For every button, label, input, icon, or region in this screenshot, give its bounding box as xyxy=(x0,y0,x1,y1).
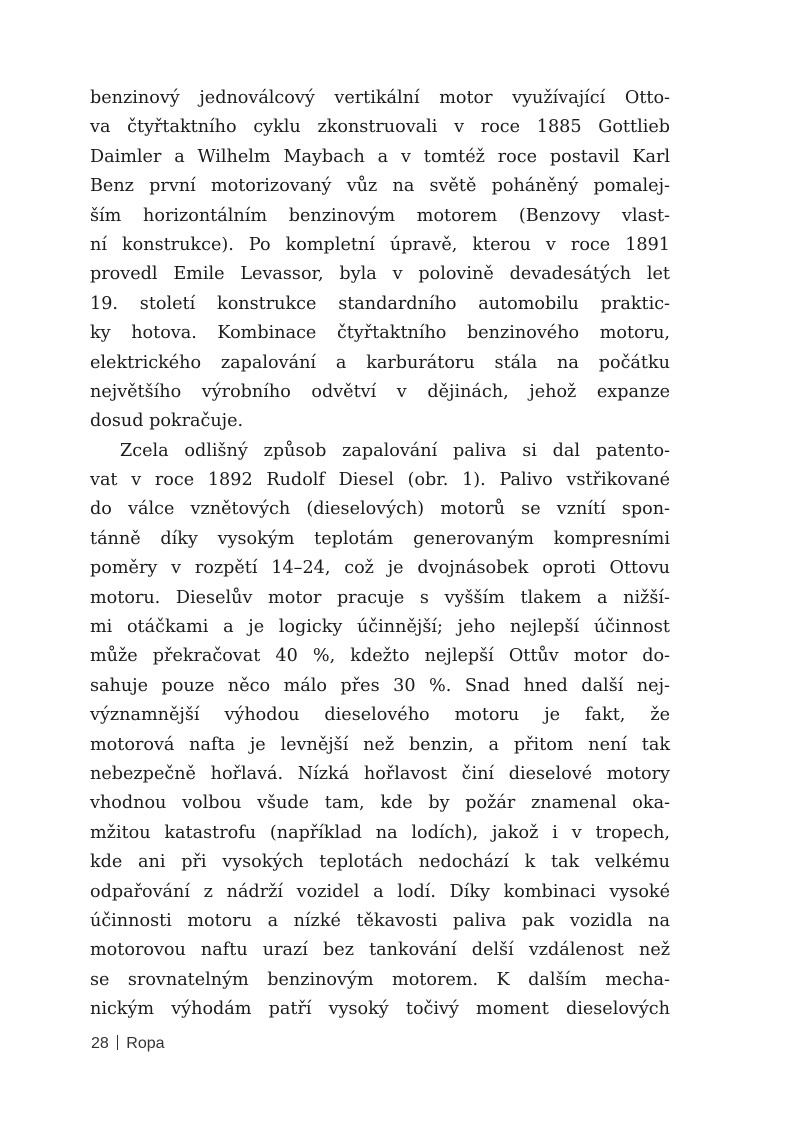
text-line: kde ani při vysokých teplotách nedochází k tak velkému xyxy=(90,852,670,873)
text-line: ším horizontálním benzinovým motorem (Benzovy vlast- xyxy=(90,205,670,226)
paragraph-2 xyxy=(90,437,670,1025)
text-line: sahuje pouze něco málo přes 30 %. Snad hned další nej- xyxy=(90,675,670,696)
page-footer xyxy=(91,1032,165,1056)
text-line: Daimler a Wilhelm Maybach a v tomtéž roce postavil Karl xyxy=(90,146,670,167)
page-number: 28 xyxy=(91,1035,109,1052)
text-line: se srovnatelným benzinovým motorem. K dalším mecha- xyxy=(90,969,670,990)
text-line: ky hotova. Kombinace čtyřtaktního benzinového motoru, xyxy=(90,323,670,344)
text-line: mi otáčkami a je logicky účinnější; jeho nejlepší účinnost xyxy=(90,617,670,638)
text-line: provedl Emile Levassor, byla v polovině devadesátých let xyxy=(90,264,670,285)
footer-divider xyxy=(117,1035,119,1050)
text-line: nebezpečně hořlavá. Nízká hořlavost činí dieselové motory xyxy=(90,763,670,784)
text-line: dosud pokračuje. xyxy=(90,411,244,432)
text-line: va čtyřtaktního cyklu zkonstruovali v roce 1885 Gottlieb xyxy=(90,117,670,138)
text-line: vat v roce 1892 Rudolf Diesel (obr. 1). Palivo vstřikované xyxy=(90,470,670,491)
text-line: motorovou naftu urazí bez tankování delší vzdálenost než xyxy=(90,940,670,961)
text-line: Benz první motorizovaný vůz na světě poháněný pomalej- xyxy=(90,176,670,197)
text-line: motoru. Dieselův motor pracuje s vyšším tlakem a nižší- xyxy=(90,587,670,608)
text-line: odpařování z nádrží vozidel a lodí. Díky kombinaci vysoké xyxy=(90,881,670,902)
text-line: do válce vznětových (dieselových) motorů se vznítí spon- xyxy=(90,499,670,520)
text-line: účinnosti motoru a nízké těkavosti paliva pak vozidla na xyxy=(90,910,670,931)
text-line: ní konstrukce). Po kompletní úpravě, kterou v roce 1891 xyxy=(90,234,670,255)
text-line: významnější výhodou dieselového motoru je fakt, že xyxy=(90,705,670,726)
paragraph-1 xyxy=(90,84,670,437)
body-text xyxy=(90,84,670,1025)
text-line: může překračovat 40 %, kdežto nejlepší Ottův motor do- xyxy=(90,646,670,667)
text-line: poměry v rozpětí 14–24, což je dvojnásobek oproti Ottovu xyxy=(90,558,670,579)
text-line: motorová nafta je levnější než benzin, a přitom není tak xyxy=(90,734,670,755)
text-line: nickým výhodám patří vysoký točivý moment dieselových xyxy=(90,999,670,1020)
section-title: Ropa xyxy=(126,1035,165,1052)
text-line: 19. století konstrukce standardního automobilu praktic- xyxy=(90,293,670,314)
text-line: mžitou katastrofu (například na lodích), jakož i v tropech, xyxy=(90,822,670,843)
text-line: benzinový jednoválcový vertikální motor využívající Otto- xyxy=(90,88,670,108)
text-line: elektrického zapalování a karburátoru stála na počátku xyxy=(90,352,670,373)
text-line: největšího výrobního odvětví v dějinách, jehož expanze xyxy=(90,381,670,402)
text-line: vhodnou volbou všude tam, kde by požár znamenal oka- xyxy=(90,793,670,814)
text-line: tánně díky vysokým teplotám generovaným kompresními xyxy=(90,528,670,549)
text-line: Zcela odlišný způsob zapalování paliva si dal patento- xyxy=(120,440,670,461)
